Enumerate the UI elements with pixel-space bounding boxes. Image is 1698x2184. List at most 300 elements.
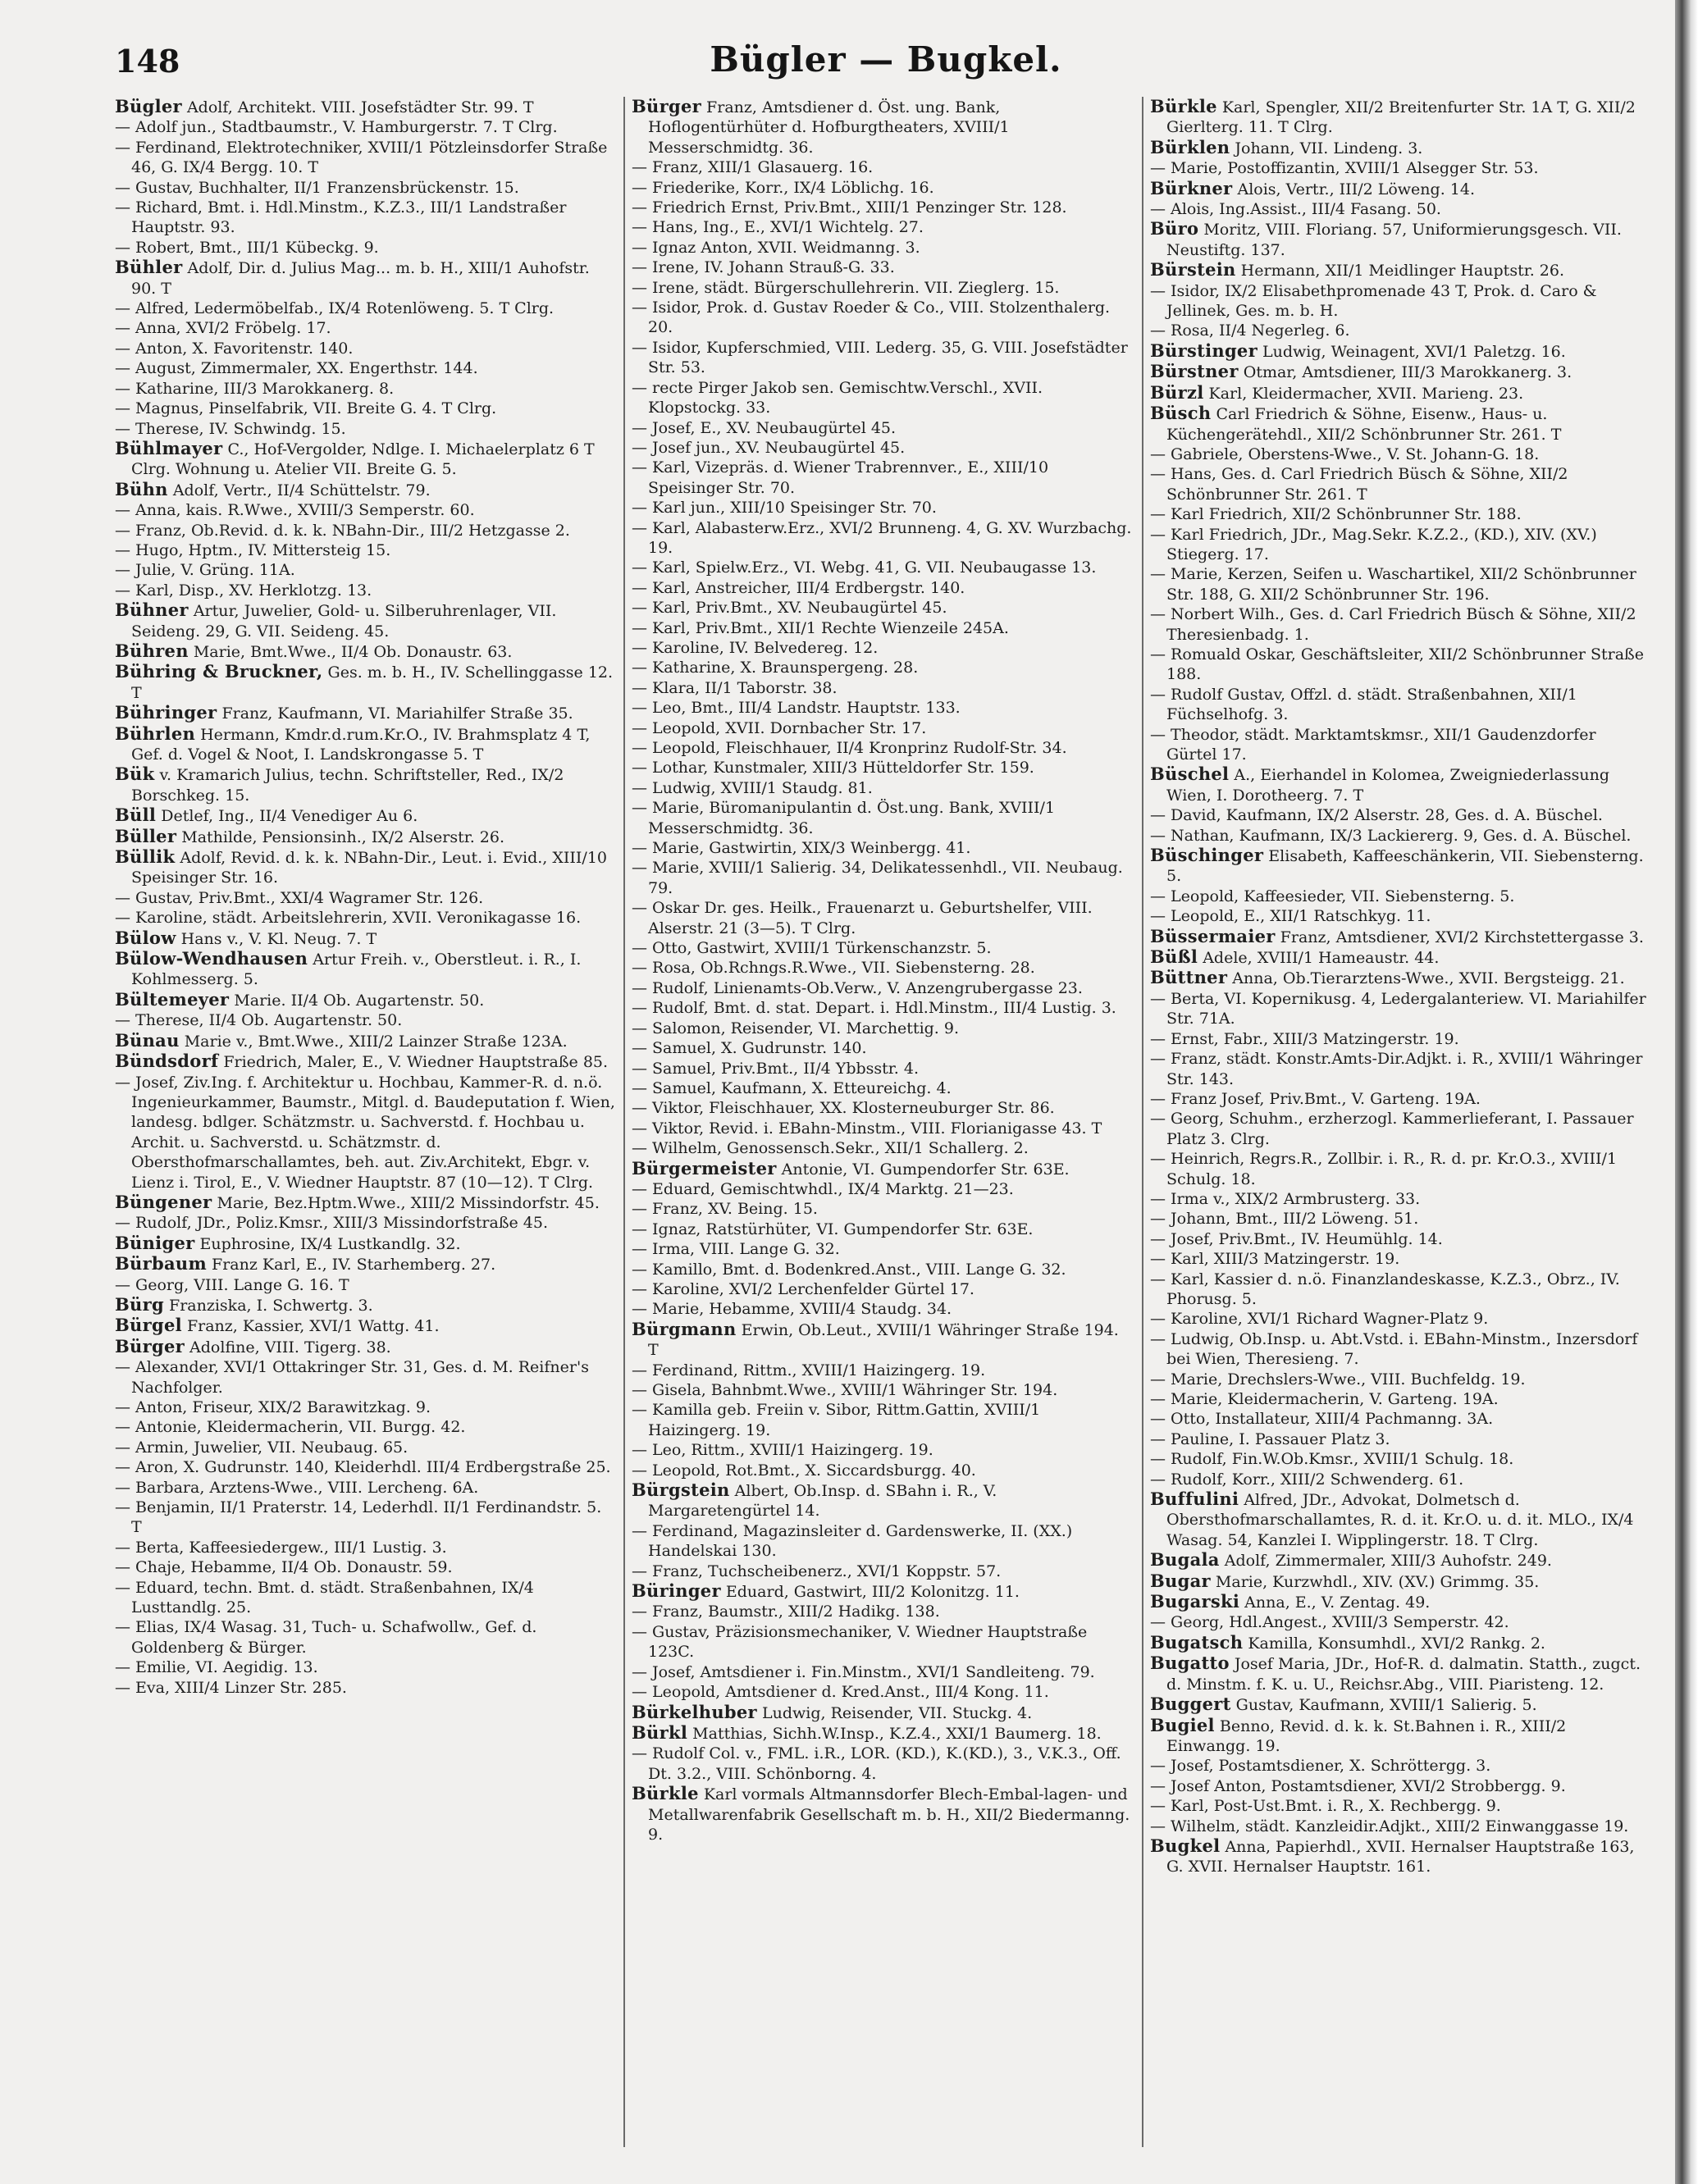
entry-details: — Josef, Priv.Bmt., IV. Heumühlg. 14. bbox=[1150, 1229, 1443, 1248]
directory-entry bbox=[115, 540, 615, 560]
entry-details: — Anna, kais. R.Wwe., XVIII/3 Semperstr. 60. bbox=[115, 501, 475, 520]
directory-entry bbox=[1150, 1249, 1650, 1269]
directory-entry bbox=[1150, 764, 1650, 805]
entry-details: Otmar, Amtsdiener, III/3 Marokkanerg. 3. bbox=[1243, 363, 1572, 382]
directory-entry bbox=[1150, 826, 1650, 846]
entry-details: Franz, Kassier, XVI/1 Wattg. 41. bbox=[186, 1317, 440, 1336]
entry-details: — Marie, Hebamme, XVIII/4 Staudg. 34. bbox=[632, 1300, 952, 1319]
entry-details: — Magnus, Pinselfabrik, VII. Breite G. 4. T Clrg. bbox=[115, 399, 497, 418]
entry-details: — Alois, Ing.Assist., III/4 Fasang. 50. bbox=[1150, 200, 1441, 219]
entry-details: — Franz, XV. Being. 15. bbox=[632, 1200, 818, 1219]
directory-entry bbox=[1150, 989, 1650, 1029]
directory-entry bbox=[115, 805, 615, 826]
entry-details: — Georg, Schuhm., erzherzogl. Kammerlieferant, I. Passauer Platz 3. Clrg. bbox=[1150, 1110, 1634, 1148]
entry-details: Hermann, XII/1 Meidlinger Hauptstr. 26. bbox=[1240, 262, 1564, 280]
entry-details: Franz, Kaufmann, VI. Mariahilfer Straße 35. bbox=[221, 704, 573, 723]
entry-details: Adolfine, VIII. Tigerg. 38. bbox=[189, 1338, 391, 1356]
directory-entry bbox=[115, 500, 615, 520]
directory-entry bbox=[632, 1179, 1132, 1199]
entry-details: — Franz Josef, Priv.Bmt., V. Garteng. 19A. bbox=[1150, 1089, 1481, 1108]
entry-details: Franz, Amtsdiener, XVI/2 Kirchstettergasse 3. bbox=[1280, 928, 1644, 946]
entry-details: Anna, E., V. Zentag. 49. bbox=[1244, 1594, 1431, 1612]
directory-entry bbox=[632, 978, 1132, 998]
scan-edge bbox=[1675, 0, 1698, 2184]
entry-details: — Rudolf, Korr., XIII/2 Schwenderg. 61. bbox=[1150, 1470, 1464, 1489]
entry-details: — Karl, Priv.Bmt., XII/1 Rechte Wienzeile 245A. bbox=[632, 618, 1009, 637]
entry-details: Marie, Kurzwhdl., XIV. (XV.) Grimmg. 35. bbox=[1215, 1572, 1540, 1591]
entry-details: — Karl, Disp., XV. Herklotzg. 13. bbox=[115, 581, 372, 600]
directory-entry bbox=[1150, 383, 1650, 404]
directory-entry bbox=[632, 618, 1132, 638]
directory-entry bbox=[632, 1562, 1132, 1581]
directory-entry bbox=[115, 1213, 615, 1233]
entry-surname: Buggert bbox=[1150, 1694, 1231, 1715]
column-divider bbox=[1142, 97, 1143, 2147]
directory-entry bbox=[1150, 1776, 1650, 1796]
directory-entry bbox=[632, 1078, 1132, 1098]
directory-entry bbox=[1150, 927, 1650, 947]
entry-details: Albert, Ob.Insp. d. SBahn i. R., V. Margaretengürtel 14. bbox=[648, 1482, 997, 1521]
directory-entry bbox=[632, 1260, 1132, 1279]
directory-entry bbox=[115, 258, 615, 299]
entry-details: Friedrich, Maler, E., V. Wiedner Hauptstraße 85. bbox=[223, 1053, 609, 1072]
directory-entry bbox=[632, 1440, 1132, 1460]
directory-entry bbox=[115, 117, 615, 137]
directory-columns bbox=[115, 97, 1657, 2163]
entry-details: Adolf, Zimmermaler, XIII/3 Auhofstr. 249. bbox=[1224, 1552, 1552, 1571]
entry-surname: Bürstinger bbox=[1150, 340, 1258, 361]
entry-details: — Pauline, I. Passauer Platz 3. bbox=[1150, 1429, 1390, 1448]
directory-entry bbox=[632, 958, 1132, 978]
entry-details: — Ferdinand, Magazinsleiter d. Gardenswerke, II. (XX.) Handelskai 130. bbox=[632, 1521, 1073, 1561]
directory-entry bbox=[115, 1192, 615, 1213]
directory-entry bbox=[632, 798, 1132, 838]
directory-entry bbox=[632, 1119, 1132, 1138]
entry-details: Ludwig, Reisender, VII. Stuckg. 4. bbox=[761, 1703, 1033, 1722]
entry-details: — Oskar Dr. ges. Heilk., Frauenarzt u. Geburtshelfer, VIII. Alserstr. 21 (3—5). T Clrg. bbox=[632, 899, 1093, 937]
directory-entry bbox=[115, 600, 615, 641]
entry-surname: Bugatsch bbox=[1150, 1631, 1244, 1653]
entry-details: — Irma, VIII. Lange G. 32. bbox=[632, 1240, 840, 1259]
directory-entry bbox=[632, 938, 1132, 958]
directory-entry bbox=[1150, 1489, 1650, 1550]
entry-details: — Robert, Bmt., III/1 Kübeckg. 9. bbox=[115, 238, 379, 257]
directory-entry bbox=[1150, 1836, 1650, 1877]
directory-entry bbox=[1150, 906, 1650, 926]
directory-entry bbox=[1150, 260, 1650, 280]
entry-surname: Bürgermeister bbox=[632, 1157, 777, 1179]
directory-entry bbox=[115, 1538, 615, 1557]
entry-details: — Julie, V. Grüng. 11A. bbox=[115, 561, 295, 580]
directory-entry bbox=[632, 1400, 1132, 1440]
entry-details: Anna, Papierhdl., XVII. Hernalser Hauptstraße 163, G. XVII. Hernalser Hauptstr. 161. bbox=[1166, 1837, 1635, 1876]
directory-entry bbox=[115, 419, 615, 439]
entry-details: — Aron, X. Gudrunstr. 140, Kleiderhdl. III/4 Erdbergstraße 25. bbox=[115, 1458, 611, 1477]
directory-entry bbox=[1150, 504, 1650, 524]
directory-entry bbox=[632, 1239, 1132, 1259]
entry-surname: Bugatto bbox=[1150, 1653, 1230, 1674]
directory-entry bbox=[632, 598, 1132, 618]
entry-details: — Benjamin, II/1 Praterstr. 14, Lederhdl. II/1 Ferdinandstr. 5. T bbox=[115, 1498, 602, 1537]
entry-details: — Otto, Gastwirt, XVIII/1 Türkenschanzstr. 5. bbox=[632, 939, 992, 958]
directory-entry bbox=[115, 1438, 615, 1457]
directory-entry bbox=[115, 379, 615, 399]
entry-details: — Karl Friedrich, JDr., Mag.Sekr. K.Z.2., (KD.), XIV. (XV.) Stiegerg. 17. bbox=[1150, 525, 1597, 563]
entry-details: Ludwig, Weinagent, XVI/1 Paletzg. 16. bbox=[1262, 342, 1566, 361]
entry-details: — Gustav, Buchhalter, II/1 Franzensbrückenstr. 15. bbox=[115, 178, 519, 197]
entry-details: — Ernst, Fabr., XIII/3 Matzingerstr. 19. bbox=[1150, 1029, 1459, 1048]
entry-details: — Ignaz, Ratstürhüter, VI. Gumpendorfer Str. 63E. bbox=[632, 1220, 1034, 1238]
entry-details: Marie, Bmt.Wwe., II/4 Ob. Donaustr. 63. bbox=[193, 642, 513, 661]
entry-details: — Josef, Postamtsdiener, X. Schröttergg. 3. bbox=[1150, 1757, 1491, 1776]
directory-entry bbox=[632, 1138, 1132, 1158]
directory-entry bbox=[115, 1657, 615, 1677]
directory-entry bbox=[1150, 1716, 1650, 1757]
entry-details: Mathilde, Pensionsinh., IX/2 Alserstr. 26. bbox=[181, 828, 504, 846]
entry-details: — Therese, II/4 Ob. Augartenstr. 50. bbox=[115, 1011, 403, 1030]
directory-entry bbox=[1150, 1029, 1650, 1049]
directory-entry bbox=[115, 1678, 615, 1698]
entry-details: — Franz, städt. Konstr.Amts-Dir.Adjkt. i. R., XVIII/1 Währinger Str. 143. bbox=[1150, 1050, 1643, 1088]
entry-surname: Bürstein bbox=[1150, 259, 1236, 280]
entry-surname: Bürkelhuber bbox=[632, 1701, 757, 1722]
entry-details: — Leo, Bmt., III/4 Landstr. Hauptstr. 133. bbox=[632, 699, 961, 718]
entry-details: — Anton, X. Favoritenstr. 140. bbox=[115, 339, 354, 358]
entry-details: — Irma v., XIX/2 Armbrusterg. 33. bbox=[1150, 1189, 1421, 1208]
directory-entry bbox=[1150, 404, 1650, 445]
directory-entry bbox=[115, 847, 615, 888]
directory-entry bbox=[632, 1199, 1132, 1219]
entry-details: — Chaje, Hebamme, II/4 Ob. Donaustr. 59. bbox=[115, 1558, 453, 1577]
entry-details: — Irene, städt. Bürgerschullehrerin. VII. Zieglerg. 15. bbox=[632, 278, 1060, 297]
directory-entry bbox=[1150, 887, 1650, 906]
entry-details: Adolf, Architekt. VIII. Josefstädter Str. 99. T bbox=[186, 98, 534, 116]
entry-details: Detlef, Ing., II/4 Venediger Au 6. bbox=[161, 807, 418, 826]
column-left bbox=[115, 97, 615, 2163]
directory-entry bbox=[632, 1361, 1132, 1380]
entry-details: Franz, Amtsdiener d. Öst. ung. Bank, Hoflogentürhüter d. Hofburgtheaters, XVIII/1 Messerschmidtg. 36. bbox=[648, 98, 1010, 157]
directory-entry bbox=[632, 518, 1132, 559]
directory-entry bbox=[1150, 947, 1650, 968]
entry-details: — Richard, Bmt. i. Hdl.Minstm., K.Z.3., III/1 Landstraßer Hauptstr. 93. bbox=[115, 198, 567, 237]
entry-details: — Karl, Spielw.Erz., VI. Webg. 41, G. VII. Neubaugasse 13. bbox=[632, 559, 1097, 577]
entry-details: Erwin, Ob.Leut., XVIII/1 Währinger Straße 194. T bbox=[648, 1320, 1119, 1360]
entry-details: — Karl, Post-Ust.Bmt. i. R., X. Rechbergg. 9. bbox=[1150, 1797, 1501, 1816]
directory-entry bbox=[632, 498, 1132, 518]
entry-details: — Ignaz Anton, XVII. Weidmanng. 3. bbox=[632, 238, 920, 257]
directory-entry bbox=[115, 480, 615, 500]
directory-entry bbox=[632, 1320, 1132, 1361]
entry-details: — Marie, Gastwirtin, XIX/3 Weinbergg. 41. bbox=[632, 839, 971, 858]
entry-details: Karl vormals Altmannsdorfer Blech-Embal-lagen- und Metallwarenfabrik Gesellschaft m. b. H., XII/2 Biedermanng. 9. bbox=[648, 1785, 1130, 1844]
directory-entry bbox=[1150, 1571, 1650, 1592]
entry-details: — Karl jun., XIII/10 Speisinger Str. 70. bbox=[632, 499, 937, 518]
entry-details: — Rudolf, Linienamts-Ob.Verw., V. Anzengrubergasse 23. bbox=[632, 978, 1083, 997]
directory-entry bbox=[1150, 604, 1650, 645]
entry-details: — Kamillo, Bmt. d. Bodenkred.Anst., VIII. Lange G. 32. bbox=[632, 1260, 1066, 1279]
directory-entry bbox=[1150, 1633, 1650, 1653]
entry-details: — Samuel, X. Gudrunstr. 140. bbox=[632, 1039, 867, 1058]
entry-details: Marie v., Bmt.Wwe., XIII/2 Lainzer Straße 123A. bbox=[184, 1032, 568, 1051]
directory-entry bbox=[1150, 685, 1650, 725]
entry-details: — Leopold, XVII. Dornbacher Str. 17. bbox=[632, 718, 927, 737]
entry-details: — Irene, IV. Johann Strauß-G. 33. bbox=[632, 258, 895, 277]
entry-details: Franziska, I. Schwertg. 3. bbox=[169, 1296, 373, 1315]
directory-entry bbox=[632, 898, 1132, 938]
entry-details: Alfred, JDr., Advokat, Dolmetsch d. Obersthofmarschallamtes, R. d. it. Kr.O. u. d. it. MLO., IX/4 Wasag. 54, Kanzlei I. Wipplingerstr. 18. T Clrg. bbox=[1166, 1491, 1634, 1549]
entry-details: — Karl, Alabasterw.Erz., XVI/2 Brunneng. 4, G. XV. Wurzbachg. 19. bbox=[632, 518, 1132, 557]
entry-details: — Rudolf, JDr., Poliz.Kmsr., XIII/3 Missindorfstraße 45. bbox=[115, 1214, 549, 1233]
entry-details: — Leopold, Fleischhauer, II/4 Kronprinz Rudolf-Str. 34. bbox=[632, 739, 1067, 757]
entry-surname: Bündsdorf bbox=[115, 1051, 219, 1072]
entry-details: — Karoline, XVI/1 Richard Wagner-Platz 9. bbox=[1150, 1310, 1489, 1329]
entry-details: — Marie, Büromanipulantin d. Öst.ung. Bank, XVIII/1 Messerschmidtg. 36. bbox=[632, 799, 1056, 837]
entry-surname: Bührlen bbox=[115, 723, 196, 744]
entry-surname: Bürzl bbox=[1150, 381, 1204, 403]
directory-entry bbox=[1150, 1694, 1650, 1715]
directory-entry bbox=[1150, 1329, 1650, 1370]
entry-surname: Bültemeyer bbox=[115, 988, 230, 1010]
directory-entry bbox=[1150, 1149, 1650, 1189]
entry-surname: Büllik bbox=[115, 846, 176, 868]
entry-surname: Bürgmann bbox=[632, 1318, 737, 1339]
entry-details: — Karoline, städt. Arbeitslehrerin, XVII. Veronikagasse 16. bbox=[115, 909, 582, 928]
directory-entry bbox=[1150, 1756, 1650, 1776]
directory-entry bbox=[1150, 219, 1650, 260]
directory-entry bbox=[1150, 1229, 1650, 1249]
entry-details: — Antonie, Kleidermacherin, VII. Burgg. 42. bbox=[115, 1418, 466, 1437]
entry-details: — Berta, Kaffeesiedergew., III/1 Lustig. 3. bbox=[115, 1538, 447, 1557]
directory-entry bbox=[632, 1744, 1132, 1784]
entry-surname: Bürger bbox=[115, 1335, 185, 1356]
column-right bbox=[1150, 97, 1650, 2163]
directory-entry bbox=[115, 1617, 615, 1657]
directory-entry bbox=[115, 339, 615, 358]
entry-surname: Buffulini bbox=[1150, 1489, 1239, 1510]
entry-surname: Büniger bbox=[115, 1232, 195, 1253]
page-header bbox=[115, 34, 1657, 92]
entry-surname: Büschinger bbox=[1150, 845, 1264, 866]
entry-details: — Salomon, Reisender, VI. Marchettig. 9. bbox=[632, 1019, 960, 1037]
entry-details: — Gabriele, Oberstens-Wwe., V. St. Johann-G. 18. bbox=[1150, 445, 1540, 463]
entry-surname: Bugar bbox=[1150, 1570, 1211, 1591]
entry-details: — Armin, Juwelier, VII. Neubaug. 65. bbox=[115, 1438, 409, 1457]
entry-details: Carl Friedrich & Söhne, Eisenw., Haus- u. Küchengerätehdl., XII/2 Schönbrunner Str. 261. T bbox=[1166, 405, 1562, 444]
entry-details: — Isidor, Kupferschmied, VIII. Lederg. 35, G. VIII. Josefstädter Str. 53. bbox=[632, 338, 1128, 377]
directory-entry bbox=[115, 1337, 615, 1357]
directory-entry bbox=[1150, 1370, 1650, 1389]
entry-details: — Adolf jun., Stadtbaumstr., V. Hamburgerstr. 7. T Clrg. bbox=[115, 118, 558, 137]
entry-details: C., Hof-Vergolder, Ndlge. I. Michaelerplatz 6 T Clrg. Wohnung u. Atelier VII. Breite G. 5. bbox=[131, 440, 595, 479]
directory-entry bbox=[632, 458, 1132, 498]
entry-details: — Marie, Kerzen, Seifen u. Waschartikel, XII/2 Schönbrunner Str. 188, G. XII/2 Schönbrunner Str. 196. bbox=[1150, 565, 1636, 604]
entry-details: — Franz, Baumstr., XIII/2 Hadikg. 138. bbox=[632, 1603, 940, 1621]
directory-entry bbox=[632, 1682, 1132, 1702]
entry-details: — Friederike, Korr., IX/4 Löblichg. 16. bbox=[632, 178, 934, 197]
directory-entry bbox=[632, 1784, 1132, 1844]
entry-details: — Marie, Postoffizantin, XVIII/1 Alsegger Str. 53. bbox=[1150, 159, 1539, 178]
directory-entry bbox=[115, 299, 615, 318]
directory-entry bbox=[632, 1038, 1132, 1058]
entry-details: Hermann, Kmdr.d.rum.Kr.O., IV. Brahmsplatz 4 T, Gef. d. Vogel & Noot, I. Landskrongasse 5. T bbox=[131, 725, 591, 764]
running-head: Bügler — Bugkel. bbox=[710, 39, 1062, 80]
directory-entry bbox=[632, 238, 1132, 258]
entry-details: — Leopold, Amtsdiener d. Kred.Anst., III/4 Kong. 11. bbox=[632, 1683, 1049, 1702]
directory-entry bbox=[115, 1233, 615, 1254]
entry-details: Marie. II/4 Ob. Augartenstr. 50. bbox=[234, 991, 485, 1010]
directory-entry bbox=[115, 990, 615, 1010]
entry-details: — Karl, Kassier d. n.ö. Finanzlandeskasse, K.Z.3., Obrz., IV. Phorusg. 5. bbox=[1150, 1270, 1620, 1308]
entry-surname: Büringer bbox=[632, 1580, 721, 1602]
entry-details: — Josef, Amtsdiener i. Fin.Minstm., XVI/1 Sandleiteng. 79. bbox=[632, 1662, 1095, 1681]
entry-details: — Hans, Ing., E., XVI/1 Wichtelg. 27. bbox=[632, 218, 924, 237]
directory-entry bbox=[632, 1723, 1132, 1744]
entry-details: Adolf, Vertr., II/4 Schüttelstr. 79. bbox=[172, 481, 431, 499]
entry-details: — David, Kaufmann, IX/2 Alserstr. 28, Ges. d. A. Büschel. bbox=[1150, 806, 1603, 825]
entry-surname: Bühring & Bruckner, bbox=[115, 661, 323, 682]
entry-surname: Bürbaum bbox=[115, 1253, 207, 1274]
directory-entry bbox=[1150, 97, 1650, 138]
entry-details: — Rudolf, Fin.W.Ob.Kmsr., XVIII/1 Schulg. 18. bbox=[1150, 1450, 1514, 1469]
directory-entry bbox=[1150, 725, 1650, 765]
entry-details: — Katharine, III/3 Marokkanerg. 8. bbox=[115, 379, 395, 398]
directory-entry bbox=[632, 418, 1132, 438]
entry-details: — August, Zimmermaler, XX. Engerthstr. 144. bbox=[115, 359, 478, 378]
entry-details: Anna, Ob.Tierarztens-Wwe., XVII. Bergsteigg. 21. bbox=[1232, 969, 1625, 988]
entry-details: — Eduard, techn. Bmt. d. städt. Straßenbahnen, IX/4 Lusttandlg. 25. bbox=[115, 1578, 534, 1617]
entry-details: — Leopold, E., XII/1 Ratschkyg. 11. bbox=[1150, 907, 1431, 926]
entry-details: — Friedrich Ernst, Priv.Bmt., XIII/1 Penzinger Str. 128. bbox=[632, 198, 1067, 217]
entry-details: — Gustav, Priv.Bmt., XXI/4 Wagramer Str. 126. bbox=[115, 888, 484, 907]
directory-entry bbox=[1150, 525, 1650, 565]
entry-surname: Bürkner bbox=[1150, 177, 1233, 198]
entry-details: — Eva, XIII/4 Linzer Str. 285. bbox=[115, 1678, 347, 1697]
entry-details: — Hans, Ges. d. Carl Friedrich Büsch & Söhne, XII/2 Schönbrunner Str. 261. T bbox=[1150, 465, 1568, 504]
directory-entry bbox=[115, 1457, 615, 1477]
entry-details: — Isidor, Prok. d. Gustav Roeder & Co., VIII. Stolzenthalerg. 20. bbox=[632, 299, 1111, 337]
entry-details: Hans v., V. Kl. Neug. 7. T bbox=[180, 929, 377, 948]
entry-surname: Büll bbox=[115, 805, 157, 826]
directory-entry bbox=[115, 1254, 615, 1274]
entry-details: — Emilie, VI. Aegidig. 13. bbox=[115, 1658, 318, 1677]
directory-entry bbox=[1150, 199, 1650, 219]
entry-surname: Bük bbox=[115, 764, 155, 785]
entry-surname: Bülow-Wendhausen bbox=[115, 948, 308, 969]
directory-entry bbox=[632, 778, 1132, 798]
directory-entry bbox=[632, 97, 1132, 157]
directory-entry bbox=[115, 97, 615, 117]
directory-entry bbox=[115, 1397, 615, 1417]
directory-entry bbox=[115, 399, 615, 418]
entry-details: Artur Freih. v., Oberstleut. i. R., I. Kohlmesserg. 5. bbox=[131, 951, 582, 989]
entry-details: — Wilhelm, Genossensch.Sekr., XII/1 Schallerg. 2. bbox=[632, 1139, 1029, 1158]
entry-surname: Büngener bbox=[115, 1191, 212, 1212]
entry-details: — Kamilla geb. Freiin v. Sibor, Rittm.Gattin, XVIII/1 Haizingerg. 19. bbox=[632, 1401, 1041, 1439]
entry-details: Marie, Bez.Hptm.Wwe., XIII/2 Missindorfstr. 45. bbox=[217, 1193, 600, 1212]
entry-details: Artur, Juwelier, Gold- u. Silberuhrenlager, VII. Seideng. 29, G. VII. Seideng. 45. bbox=[131, 602, 557, 641]
entry-details: — Hugo, Hptm., IV. Mittersteig 15. bbox=[115, 540, 391, 559]
entry-details: — Rudolf Col. v., FML. i.R., LOR. (KD.), K.(KD.), 3., V.K.3., Off. Dt. 3.2., VIII. Schönborng. 4. bbox=[632, 1744, 1121, 1783]
directory-entry bbox=[115, 1051, 615, 1072]
entry-surname: Bühlmayer bbox=[115, 437, 223, 458]
directory-entry bbox=[1150, 138, 1650, 158]
directory-entry bbox=[115, 724, 615, 765]
entry-details: — Marie, XVIII/1 Salierig. 34, Delikatessenhdl., VII. Neubaug. 79. bbox=[632, 859, 1123, 897]
directory-entry bbox=[1150, 1270, 1650, 1310]
directory-entry bbox=[1150, 179, 1650, 199]
entry-details: — Theodor, städt. Marktamtskmsr., XII/1 Gaudenzdorfer Gürtel 17. bbox=[1150, 725, 1596, 764]
entry-surname: Bugarski bbox=[1150, 1591, 1240, 1612]
directory-entry bbox=[632, 1159, 1132, 1179]
directory-entry bbox=[115, 439, 615, 480]
directory-entry bbox=[632, 638, 1132, 658]
directory-entry bbox=[115, 641, 615, 662]
directory-entry bbox=[115, 662, 615, 703]
directory-entry bbox=[1150, 1449, 1650, 1469]
entry-details: — Gisela, Bahnbmt.Wwe., XVIII/1 Währinger Str. 194. bbox=[632, 1381, 1058, 1399]
entry-details: — Elias, IX/4 Wasag. 31, Tuch- u. Schafwollw., Gef. d. Goldenberg & Bürger. bbox=[115, 1618, 537, 1657]
directory-entry bbox=[1150, 158, 1650, 178]
entry-details: — Barbara, Arztens-Wwe., VIII. Lercheng. 6A. bbox=[115, 1478, 479, 1497]
directory-entry bbox=[1150, 445, 1650, 464]
entry-surname: Büschel bbox=[1150, 764, 1230, 785]
entry-surname: Büro bbox=[1150, 218, 1199, 239]
entry-details: — Nathan, Kaufmann, IX/3 Lackiererg. 9, Ges. d. A. Büschel. bbox=[1150, 826, 1632, 845]
directory-entry bbox=[1150, 1612, 1650, 1632]
directory-entry bbox=[115, 949, 615, 990]
entry-details: Eduard, Gastwirt, III/2 Kolonitzg. 11. bbox=[725, 1583, 1020, 1602]
entry-surname: Bühringer bbox=[115, 702, 217, 723]
entry-details: — Georg, VIII. Lange G. 16. T bbox=[115, 1275, 349, 1294]
entry-details: Moritz, VIII. Floriang. 57, Uniformierungsgesch. VII. Neustiftg. 137. bbox=[1166, 221, 1622, 259]
entry-details: — Heinrich, Regrs.R., Zollbir. i. R., R. d. pr. Kr.O.3., XVIII/1 Schulg. 18. bbox=[1150, 1150, 1618, 1188]
directory-entry bbox=[1150, 341, 1650, 362]
directory-entry bbox=[632, 1521, 1132, 1562]
directory-entry bbox=[115, 1315, 615, 1336]
entry-details: — Alexander, XVI/1 Ottakringer Str. 31, Ges. d. M. Reifner's Nachfolger. bbox=[115, 1358, 589, 1397]
entry-details: — Josef, E., XV. Neubaugürtel 45. bbox=[632, 418, 897, 437]
directory-entry bbox=[115, 1578, 615, 1618]
entry-details: — Viktor, Revid. i. EBahn-Minstm., VIII. Florianigasse 43. T bbox=[632, 1119, 1102, 1138]
entry-details: Karl, Kleidermacher, XVII. Marieng. 23. bbox=[1208, 384, 1524, 403]
entry-details: — Anna, XVI/2 Fröbelg. 17. bbox=[115, 319, 331, 338]
entry-details: — recte Pirger Jakob sen. Gemischtw.Verschl., XVII. Klopstockg. 33. bbox=[632, 378, 1043, 417]
directory-entry bbox=[115, 703, 615, 723]
entry-details: — Marie, Drechslers-Wwe., VIII. Buchfeldg. 19. bbox=[1150, 1370, 1526, 1388]
entry-surname: Büsch bbox=[1150, 403, 1212, 424]
entry-surname: Bürg bbox=[115, 1293, 164, 1315]
directory-entry bbox=[1150, 846, 1650, 887]
entry-surname: Bürkl bbox=[632, 1721, 688, 1743]
entry-details: — Leopold, Kaffeesieder, VII. Siebensterng. 5. bbox=[1150, 887, 1515, 905]
directory-entry bbox=[115, 888, 615, 908]
entry-details: — Samuel, Kaufmann, X. Etteureichg. 4. bbox=[632, 1078, 952, 1097]
directory-entry bbox=[632, 758, 1132, 777]
directory-entry bbox=[632, 217, 1132, 237]
directory-entry bbox=[632, 1380, 1132, 1400]
entry-surname: Büssermaier bbox=[1150, 925, 1276, 946]
entry-details: — Berta, VI. Kopernikusg. 4, Ledergalanteriew. VI. Mariahilfer Str. 71A. bbox=[1150, 989, 1646, 1028]
entry-details: — Karl, Vizepräs. d. Wiener Trabrennver., E., XIII/10 Speisinger Str. 70. bbox=[632, 458, 1049, 497]
entry-surname: Bünau bbox=[115, 1029, 180, 1051]
directory-entry bbox=[1150, 1429, 1650, 1449]
entry-details: — Lothar, Kunstmaler, XIII/3 Hütteldorfer Str. 159. bbox=[632, 759, 1034, 777]
entry-details: — Rudolf Gustav, Offzl. d. städt. Straßenbahnen, XII/1 Füchselhofg. 3. bbox=[1150, 685, 1577, 724]
entry-surname: Bürklen bbox=[1150, 136, 1230, 157]
entry-details: Karl, Spengler, XII/2 Breitenfurter Str. 1A T, G. XII/2 Gierlterg. 11. T Clrg. bbox=[1166, 98, 1636, 137]
directory-entry bbox=[632, 1581, 1132, 1602]
directory-entry bbox=[1150, 1796, 1650, 1816]
